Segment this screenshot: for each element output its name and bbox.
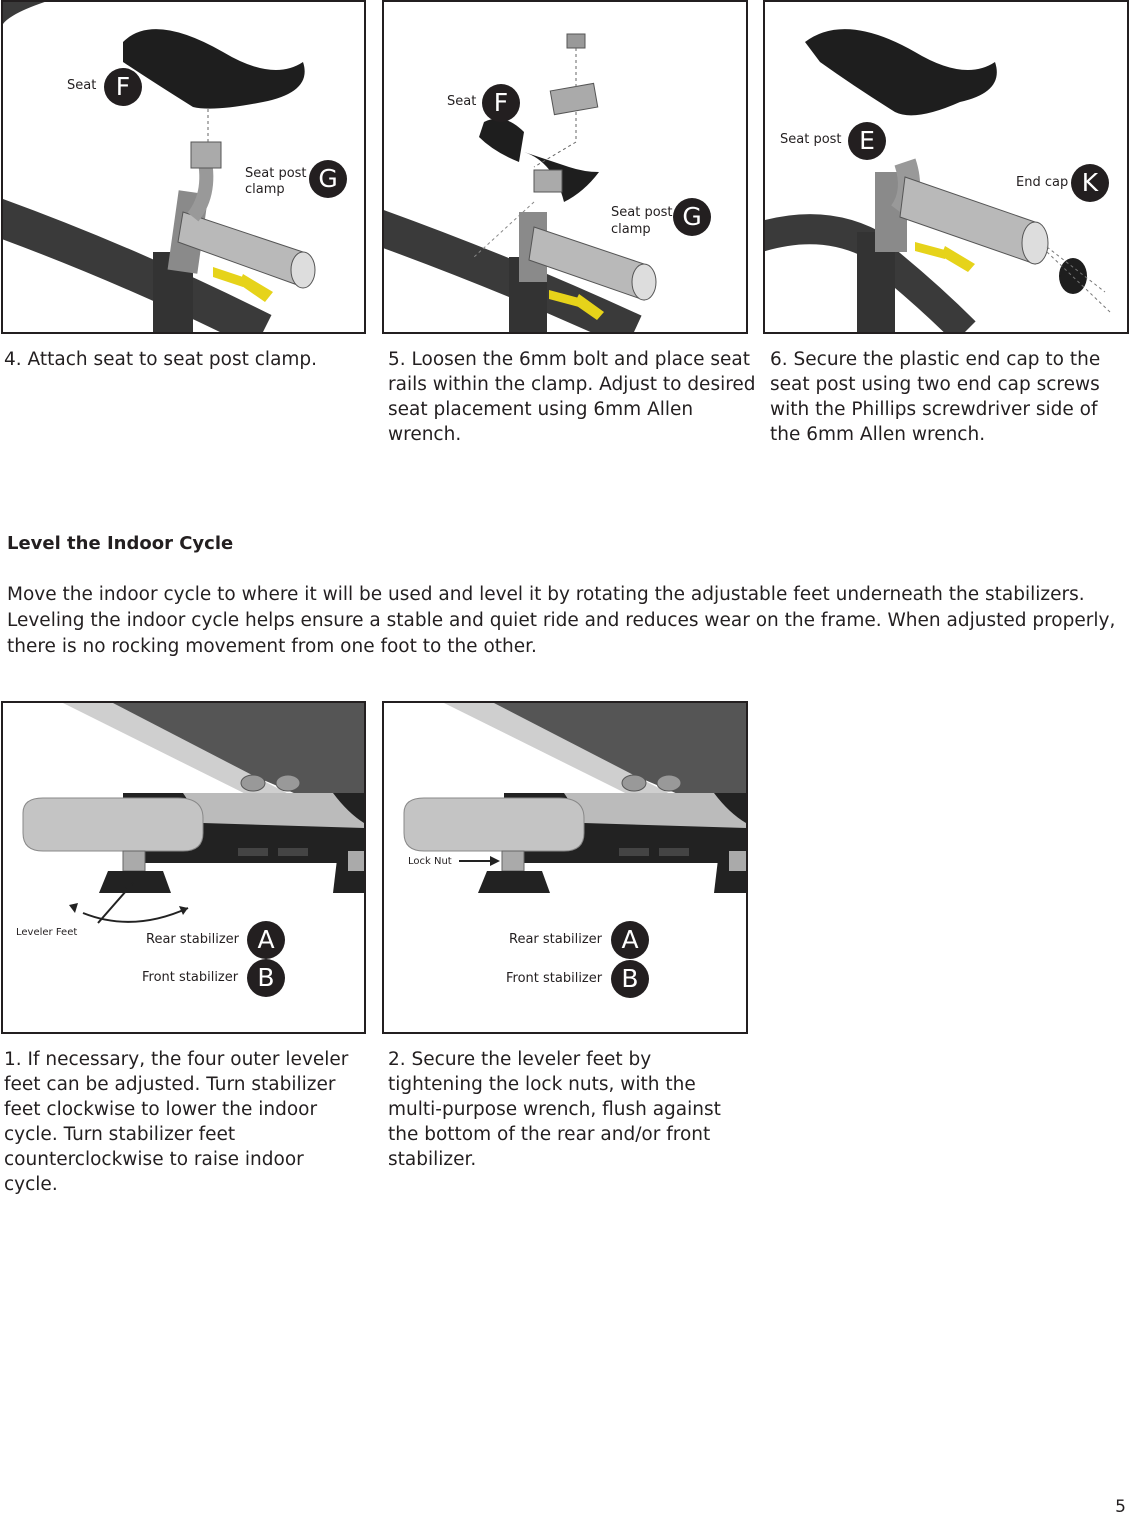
rear-stabilizer-label: Rear stabilizer (509, 932, 602, 947)
page-number: 5 (1115, 1497, 1126, 1517)
seat-clamp-drawing (3, 2, 364, 332)
step-4-caption: 4. Attach seat to seat post clamp. (4, 349, 318, 370)
illustration-leveler-feet (1, 701, 366, 1034)
seat-post-badge: E (848, 122, 886, 160)
front-stabilizer-label: Front stabilizer (142, 970, 239, 985)
illustration-attach-seat (1, 0, 366, 334)
step-5-caption: 5. Loosen the 6mm bolt and place seat rails within the clamp. Adjust to desired seat placement using 6mm Allen wrench. (388, 349, 756, 445)
step-6-caption: 6. Secure the plastic end cap to the seat post using two end cap screws with the Phillips screwdriver side of the 6mm Allen wrench. (770, 349, 1101, 445)
seat-badge: F (104, 68, 142, 106)
clamp-badge: G (673, 198, 711, 236)
clamp-label-line1: Seat post (611, 205, 673, 220)
illustration-loosen-bolt (382, 0, 748, 334)
clamp-label-line2: clamp (611, 222, 651, 237)
section-body: Move the indoor cycle to where it will be used and level it by rotating the adjustable feet underneath the stabilizers. Leveling the indoor cycle helps ensure a stable and quiet ride and reduces wear on the frame. When adjusted properly, there is no rocking movement from one foot to the other. (7, 584, 1116, 657)
seat-label: Seat (67, 78, 97, 93)
illustration-lock-nut (382, 701, 748, 1034)
clamp-label-line2: clamp (245, 182, 285, 197)
section-title: Level the Indoor Cycle (7, 533, 234, 554)
rear-stabilizer-badge: A (247, 921, 285, 959)
clamp-badge: G (309, 160, 347, 198)
front-stabilizer-label: Front stabilizer (506, 971, 603, 986)
seat-post-label: Seat post (780, 132, 842, 147)
leveler-feet-label: Leveler Feet (16, 927, 78, 938)
level-step-2-caption: 2. Secure the leveler feet by tightening the lock nuts, with the multi-purpose wrench, flush against the bottom of the rear and/or front stabilizer. (388, 1049, 721, 1170)
end-cap-label: End cap (1016, 175, 1069, 190)
illustration-end-cap (763, 0, 1129, 334)
front-stabilizer-badge: B (611, 960, 649, 998)
front-stabilizer-badge: B (247, 959, 285, 997)
end-cap-badge: K (1071, 164, 1109, 202)
rear-stabilizer-label: Rear stabilizer (146, 932, 239, 947)
level-step-1-caption: 1. If necessary, the four outer leveler feet can be adjusted. Turn stabilizer feet clockwise to lower the indoor cycle. Turn stabilizer feet counterclockwise to raise indoor cycle. (4, 1049, 349, 1195)
lock-nut-label: Lock Nut (408, 856, 452, 867)
seat-label: Seat (447, 94, 477, 109)
end-cap-drawing (765, 2, 1127, 332)
seat-badge: F (482, 84, 520, 122)
seat-rail-drawing (384, 2, 746, 332)
rear-stabilizer-badge: A (611, 921, 649, 959)
clamp-label-line1: Seat post (245, 166, 307, 181)
